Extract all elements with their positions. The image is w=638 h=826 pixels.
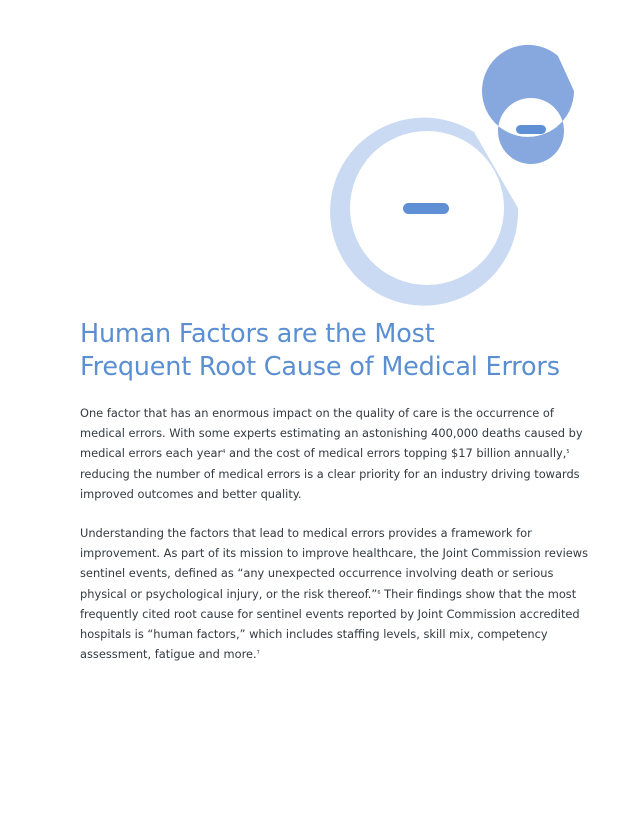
large-minus-pin-icon (330, 118, 518, 306)
text-line (80, 624, 580, 644)
text-line (80, 423, 583, 443)
text-segment: medical errors. With some experts estimating an astonishing 400,000 deaths caused by (80, 426, 583, 441)
small-minus-bar (516, 125, 546, 134)
text-line (80, 644, 580, 664)
text-segment: frequently cited root cause for sentinel events reported by Joint Commission accredited (80, 606, 580, 621)
text-segment: Their findings show that the most (380, 586, 577, 601)
text-segment: and the cost of medical errors topping $17 billion annually, (225, 446, 567, 461)
small-pin-shape (482, 45, 574, 164)
text-line (80, 604, 580, 624)
text-segment: One factor that has an enormous impact on the quality of care is the occurrence of (80, 406, 554, 420)
text-segment: hospitals is “human factors,” which includes staffing levels, skill mix, competency (80, 627, 548, 642)
footnote-ref: 6 (377, 589, 381, 596)
text-segment: Understanding the factors that lead to medical errors provides a framework for (80, 526, 532, 541)
small-minus-pin-icon (482, 45, 574, 164)
text-line (80, 584, 580, 604)
large-minus-bar (403, 203, 449, 214)
page-title (80, 318, 620, 384)
text-line (80, 563, 580, 583)
text-segment: improvement. As part of its mission to improve healthcare, the Joint Commission reviews (80, 546, 589, 561)
text-segment: medical errors each year (80, 446, 223, 461)
paragraph-1 (80, 403, 583, 504)
footnote-ref: 5 (566, 449, 570, 456)
text-segment: improved outcomes and better quality. (80, 486, 302, 501)
text-segment: physical or psychological injury, or the risk thereof.” (80, 586, 378, 601)
title-line-1: Human Factors are the Most (80, 319, 435, 349)
body-text (80, 403, 589, 664)
text-segment: sentinel events, defined as “any unexpected occurrence involving death or serious (80, 566, 554, 581)
text-segment: reducing the number of medical errors is a clear priority for an industry driving towards (80, 466, 580, 481)
text-line (80, 464, 580, 484)
title-line-2: Frequent Root Cause of Medical Errors (80, 352, 560, 382)
footnote-ref: 7 (256, 650, 260, 657)
text-line (80, 484, 580, 504)
text-line (80, 543, 589, 563)
text-line (80, 523, 580, 543)
footnote-ref: 4 (222, 449, 226, 456)
paragraph-2 (80, 523, 589, 664)
text-line (80, 403, 580, 423)
text-line (80, 443, 580, 463)
header-graphic (0, 0, 638, 320)
text-segment: assessment, fatigue and more. (80, 647, 257, 662)
